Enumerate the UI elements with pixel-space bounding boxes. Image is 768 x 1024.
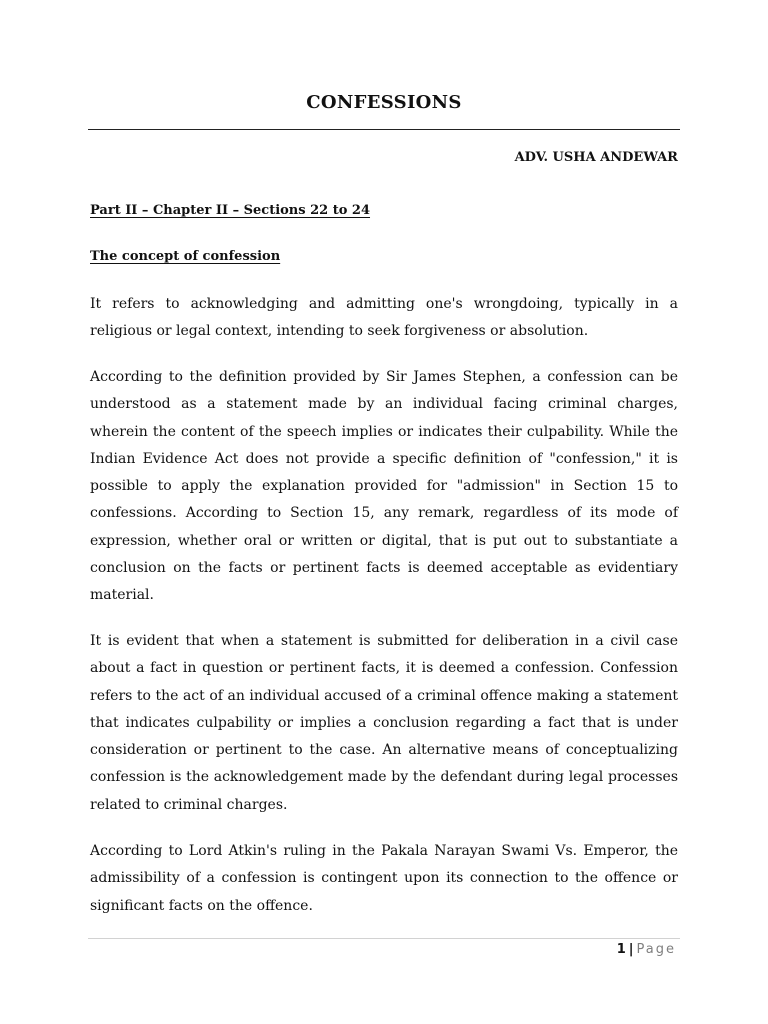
section-heading: Part II – Chapter II – Sections 22 to 24 (90, 203, 371, 218)
paragraph-2: According to the definition provided by Sir James Stephen, a confession can be understood as a statement made by an individual facing criminal charges, wherein the content of the speech implies or indicates their culpability. While the Indian Evidence Act does not provide a specific definition of "confession," it is possible to apply the explanation provided for "admission" in Section 15 to confessions. According to Section 15, any remark, regardless of its mode of expression, whether oral or written or digital, that is put out to substantiate a conclusion on the facts or pertinent facts is deemed acceptable as evidentiary material. (90, 369, 678, 604)
author-name: ADV. USHA ANDEWAR (514, 150, 678, 165)
page-number: 1 (616, 942, 626, 957)
paragraph-1: It refers to acknowledging and admitting one's wrongdoing, typically in a religious or legal context, intending to seek forgiveness or absolution. (90, 296, 678, 340)
concept-subheading: The concept of confession (90, 249, 281, 264)
footer-divider (88, 938, 680, 939)
paragraph-4: According to Lord Atkin's ruling in the Pakala Narayan Swami Vs. Emperor, the admissibility of a confession is contingent upon its connection to the offence or significant facts on the offence. (90, 843, 678, 914)
page-label: Page (636, 942, 676, 957)
page-footer (617, 942, 676, 957)
document-title: CONFESSIONS (306, 92, 462, 113)
footer-separator: | (628, 942, 634, 957)
title-divider (88, 129, 680, 130)
paragraph-3: It is evident that when a statement is submitted for deliberation in a civil case about a fact in question or pertinent facts, it is deemed a confession. Confession refers to the act of an individual accused of a criminal offence making a statement that indicates culpability or implies a conclusion regarding a fact that is under consideration or pertinent to the case. An alternative means of conceptualizing confession is the acknowledgement made by the defendant during legal processes related to criminal charges. (90, 633, 678, 813)
